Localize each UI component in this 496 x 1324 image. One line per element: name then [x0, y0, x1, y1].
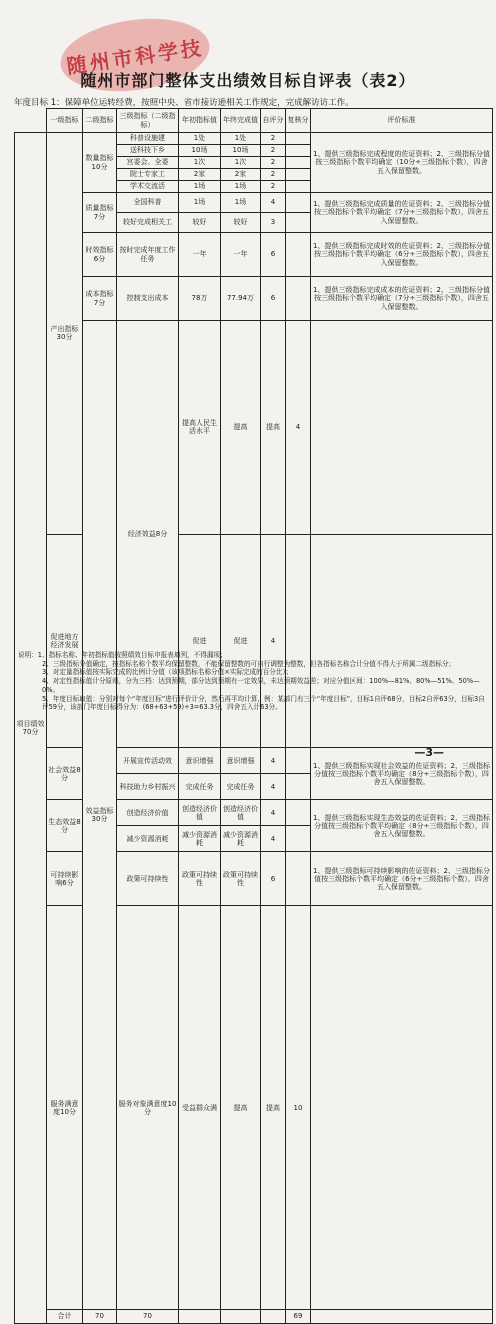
- criteria-quality: 1、提供三级指标完成质量的佐证资料；2、三级指标分值按三级指标个数平均确定（7分÷三级指标个数），四舍五入保留整数。: [311, 193, 493, 233]
- table-row: 院士专家工 2家 2家 2: [15, 169, 493, 181]
- sub-quantity: 数量指标10分: [83, 133, 117, 193]
- table-row: 较好完成相关工 较好 较好 3: [15, 213, 493, 233]
- table-row: 时效指标6分 按时完成年度工作任务 一年 一年 6 1、提供三级指标完成时效的佐证资料；2、三级指标分值按三级指标个数平均确定（6分÷三级指标个数），四舍五入保留整数。: [15, 233, 493, 277]
- header-self-score: 自评分: [261, 109, 286, 133]
- page-title: 随州市部门整体支出绩效目标自评表（表2）: [80, 71, 416, 90]
- header-review-score: 复核分: [286, 109, 311, 133]
- group-service-satisfaction: 服务满意度10分: [47, 906, 83, 1309]
- header-level1: 一级指标: [47, 109, 83, 133]
- table-row: 社会效益8分 开展宣传活动效 意识增强 意识增强 4 1、提供三级指标实现社会效益的佐证资料；2、三级指标分值按三级指标个数平均确定（8分÷三级指标个数），四舍五入保留整数。: [15, 748, 493, 774]
- group-benefit: 效益指标30分: [83, 321, 117, 1310]
- table-row: 宫委会、全委 1次 1次 2: [15, 157, 493, 169]
- sub-economic: 经济效益8分: [117, 321, 179, 748]
- sub-social: 社会效益8分: [47, 748, 83, 800]
- note-4: 4、对定性指标值计分原则，分为三档：达到预期，部分达到预期有一定效果，未达预期效益差；对应分值区间：100%—81%、80%—51%、50%—0%。: [42, 677, 480, 694]
- explanation-notes: [18, 651, 488, 712]
- note-3: 3、对定量指标值按实际完成的比例计分值（该项指标名称分值×实际完成的百分比）；: [42, 668, 293, 677]
- table-row: 送科技下乡 10场 10场 2: [15, 145, 493, 157]
- sub-ecological: 生态效益8分: [47, 800, 83, 852]
- official-seal: 随州市科学技: [56, 10, 214, 100]
- sub-timeliness: 时效指标6分: [83, 233, 117, 277]
- criteria-quantity: 1、提供三级指标完成程度的佐证资料；2、三级指标分值按三级指标个数平均确定（10分÷三级指标个数），四舍五入保留整数。: [311, 133, 493, 193]
- total-row: [15, 1309, 493, 1323]
- header-level3: 三级指标（二级指标）: [117, 109, 179, 133]
- table-row: 学术交流活 1场 1场 2: [15, 181, 493, 193]
- group-output: 产出指标30分: [47, 133, 83, 535]
- table-header-row: [15, 109, 493, 133]
- note-5: 5、年度目标取值：分别对每个“年度目标”进行评价计分，然后再平均计算，例：某部门有三个“年度目标”，目标1自评68分，目标2自评63分，目标3自评59分，该部门年度目标得分为：(68+63+59)÷3=63.3分，四舍五入计63分。: [42, 694, 485, 712]
- criteria-timeliness: 1、提供三级指标完成时效的佐证资料；2、三级指标分值按三级指标个数平均确定（6分÷三级指标个数），四舍五入保留整数。: [311, 233, 493, 277]
- self-evaluation-table: [14, 108, 493, 1324]
- table-row: 生态效益8分 创造经济价值 创造经济价值 创造经济价值 4 1、提供三级指标实现生态效益的佐证资料；2、三级指标分值按三级指标个数平均确定（8分÷三级指标个数），四舍五入保留整数。: [15, 800, 493, 826]
- table-row: 效益指标30分 经济效益8分 提高人民生活水平 提高 提高 4: [15, 321, 493, 535]
- header-final: 年终完成值: [221, 109, 261, 133]
- criteria-cost: 1、提供三级指标完成成本的佐证资料；2、三级指标分值按三级指标个数平均确定（7分÷三级指标个数），四舍五入保留整数。: [311, 277, 493, 321]
- criteria-sustainable: 1、提供三级指标可持续影响的佐证资料；2、三级指标分值按三级指标个数平均确定（6分÷三级指标个数），四舍五入保留整数。: [311, 852, 493, 906]
- header-criteria: 评价标准: [311, 109, 493, 133]
- total-level2: 70: [117, 1309, 179, 1323]
- table-row: 服务满意度10分 服务对象满意度10分 受益群众满 提高 提高 10: [15, 906, 493, 1309]
- table-row: 项目绩效70分 产出指标30分 数量指标10分 科普设施建 1处 1处 2 1、提供三级指标完成程度的佐证资料；2、三级指标分值按三级指标个数平均确定（10分÷三级指标个数），四舍五入保留整数。: [15, 133, 493, 145]
- sub-cost: 成本指标7分: [83, 277, 117, 321]
- note-1: 说明：1、指标名称、年初指标值按照绩效目标申报表填列，不得漏项；: [18, 651, 227, 659]
- sub-service-satisfaction: 服务对象满意度10分: [117, 906, 179, 1309]
- note-2: 2、三级指标分值确定，按指标名称个数平均保留整数，不能保留整数的可自行调整为整数，但各指标名称合计分值不得大于所属二级指标分；: [42, 659, 456, 668]
- table-row: 减少资源消耗 减少资源消耗 减少资源消耗 4: [15, 826, 493, 852]
- header-initial: 年初指标值: [179, 109, 221, 133]
- sub-quality: 质量指标7分: [83, 193, 117, 233]
- table-row: 成本指标7分 控制支出成本 78万 77.94万 6 1、提供三级指标完成成本的佐证资料；2、三级指标分值按三级指标个数平均确定（7分÷三级指标个数），四舍五入保留整数。: [15, 277, 493, 321]
- section-project-performance: 项目绩效70分: [15, 133, 47, 1324]
- sub-sustainable: 可持续影响6分: [47, 852, 83, 906]
- page-number: —3—: [414, 746, 444, 759]
- table-row: 质量指标7分 全国科普 1场 1场 4 1、提供三级指标完成质量的佐证资料；2、三级指标分值按三级指标个数平均确定（7分÷三级指标个数），四舍五入保留整数。: [15, 193, 493, 213]
- table-row: 科技助力乡村振兴 完成任务 完成任务 4: [15, 774, 493, 800]
- total-self-score: 69: [286, 1309, 311, 1323]
- criteria-social: 1、提供三级指标实现社会效益的佐证资料；2、三级指标分值按三级指标个数平均确定（8分÷三级指标个数），四舍五入保留整数。: [311, 748, 493, 800]
- table-row: 可持续影响6分 政策可持续性 政策可持续性 政策可持续性 6 1、提供三级指标可持续影响的佐证资料；2、三级指标分值按三级指标个数平均确定（6分÷三级指标个数），四舍五入保留整数。: [15, 852, 493, 906]
- table-row: 促进地方经济发展 促进 促进 4: [15, 534, 493, 748]
- total-level1: 70: [83, 1309, 117, 1323]
- total-label: 合计: [47, 1309, 83, 1323]
- annual-goal: 年度目标 1：保障单位运转经费，按照中央、省市接访逊相关工作规定，完成解访访工作。: [14, 98, 354, 108]
- header-level2: 二级指标: [83, 109, 117, 133]
- criteria-ecological: 1、提供三级指标实现生态效益的佐证资料；2、三级指标分值按三级指标个数平均确定（8分÷三级指标个数），四舍五入保留整数。: [311, 800, 493, 852]
